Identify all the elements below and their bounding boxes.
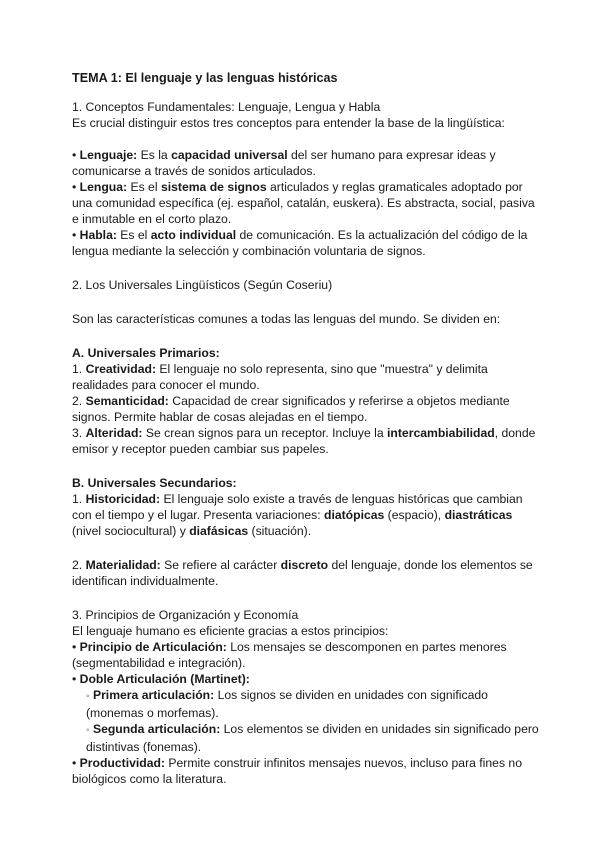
- item-alteridad: 3. Alteridad: Se crean signos para un receptor. Incluye la intercambiabilidad, donde emisor y receptor pueden cambiar sus papeles.: [72, 426, 536, 456]
- item-materialidad: 2. Materialidad: Se refiere al carácter discreto del lenguaje, donde los elementos se identifican individualmente.: [72, 558, 533, 588]
- hollow-bullet-icon: ◦: [86, 725, 90, 736]
- bullet-principio-articulacion: • Principio de Articulación: Los mensajes se descomponen en partes menores (segmentabilidad e integración).: [72, 639, 542, 671]
- bullet-lengua: • Lengua: Es el sistema de signos articulados y reglas gramaticales adoptado por una comunidad específica (ej. español, catalán, euskera). Es abstracta, social, pasiva e inmutable en el corto plazo.: [72, 179, 542, 227]
- sub-primera-articulacion: ◦ Primera articulación: Los signos se dividen en unidades con significado (monemas o morfemas).: [86, 688, 488, 720]
- subsection-b-heading: B. Universales Secundarios:: [72, 476, 237, 490]
- section-1-heading: 1. Conceptos Fundamentales: Lenguaje, Lengua y Habla: [72, 100, 381, 114]
- document-title: TEMA 1: El lenguaje y las lenguas históricas: [72, 71, 338, 85]
- section-3-intro: El lenguaje humano es eficiente gracias a estos principios:: [72, 624, 389, 638]
- item-historicidad: 1. Historicidad: El lenguaje solo existe a través de lenguas históricas que cambian con el tiempo y el lugar. Presenta variaciones: diatópicas (espacio), diastráticas (nivel sociocultural) y diafásicas (situación).: [72, 492, 523, 538]
- bullet-productividad: • Productividad: Permite construir infinitos mensajes nuevos, incluso para fines no biológicos como la literatura.: [72, 755, 542, 787]
- bullet-doble-articulacion: • Doble Articulación (Martinet):: [72, 671, 542, 687]
- item-semanticidad: 2. Semanticidad: Capacidad de crear significados y referirse a objetos mediante signos. Permite hablar de cosas alejadas en el tiempo.: [72, 394, 510, 424]
- sub-segunda-articulacion: ◦ Segunda articulación: Los elementos se dividen en unidades sin significado pero distintivas (fonemas).: [86, 722, 539, 754]
- bullet-habla: • Habla: Es el acto individual de comunicación. Es la actualización del código de la lengua mediante la selección y combinación voluntaria de signos.: [72, 227, 542, 259]
- item-creatividad: 1. Creatividad: El lenguaje no solo representa, sino que "muestra" y delimita realidades para conocer el mundo.: [72, 362, 488, 392]
- document-page: [72, 70, 542, 787]
- section-2-intro: Son las características comunes a todas las lenguas del mundo. Se dividen en:: [72, 312, 501, 326]
- hollow-bullet-icon: ◦: [86, 691, 90, 702]
- section-1-intro: Es crucial distinguir estos tres conceptos para entender la base de la lingüística:: [72, 116, 505, 130]
- bullet-lenguaje: • Lenguaje: Es la capacidad universal del ser humano para expresar ideas y comunicarse a través de sonidos articulados.: [72, 147, 542, 179]
- section-3-heading: 3. Principios de Organización y Economía: [72, 608, 299, 622]
- subsection-a-heading: A. Universales Primarios:: [72, 346, 220, 360]
- section-2-heading: 2. Los Universales Lingüísticos (Según Coseriu): [72, 278, 333, 292]
